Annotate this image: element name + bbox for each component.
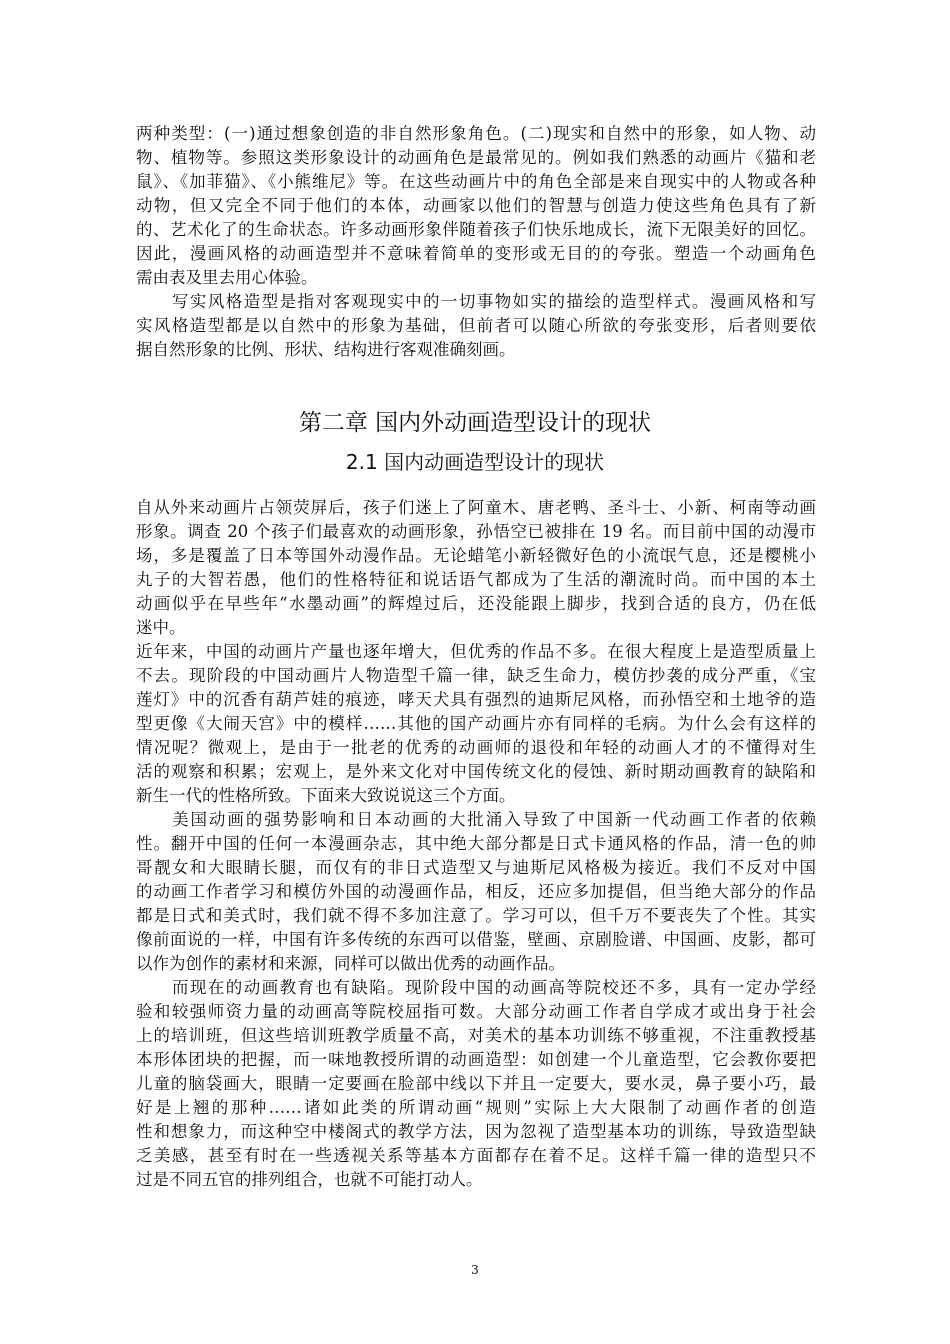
paragraph-animation-education [136,976,816,1192]
page-number: 3 [471,1263,479,1277]
text-line: 美国动画的强势影响和日本动画的大批涌入导致了中国新一代动画工作者的依赖 [172,810,816,829]
text-line: 儿童的脑袋画大，眼睛一定要画在脸部中线以下并且一定要大，要水灵，鼻子要小巧，最 [136,1074,816,1093]
paragraph-foreign-influence [136,808,816,976]
paragraph [136,496,816,640]
text-line: 以作为创作的素材和来源，同样可以做出优秀的动画作品。 [136,954,565,973]
text-line: 据自然形象的比例、形状、结构进行客观准确刻画。 [136,340,516,359]
text-line: 莲灯》中的沉香有葫芦娃的痕迹，哮天犬具有强烈的迪斯尼风格，而孙悟空和土地爷的造 [136,690,816,709]
text-line: 验和较强师资力量的动画高等院校屈指可数。大部分动画工作者自学成才或出身于社会 [136,1002,816,1021]
text-line: 像前面说的一样，中国有许多传统的东西可以借鉴，壁画、京剧脸谱、中国画、皮影，都可 [136,930,816,949]
text-line: 上的培训班，但这些培训班教学质量不高，对美术的基本功训练不够重视，不注重教授基 [136,1026,816,1045]
text-line: 好是上翘的那种……诸如此类的所谓动画“规则”实际上大大限制了动画作者的创造 [136,1098,816,1117]
text-line: 丸子的大智若愚，他们的性格特征和说话语气都成为了生活的潮流时尚。而中国的本土 [136,570,816,589]
paragraph-character-types [136,122,816,290]
text-line: 活的观察和积累；宏观上，是外来文化对中国传统文化的侵蚀、新时期动画教育的缺陷和 [136,762,816,781]
text-line: 新生一代的性格所致。下面来大致说说这三个方面。 [136,786,516,805]
text-line: 物、植物等。参照这类形象设计的动画角色是最常见的。例如我们熟悉的动画片《猫和老 [136,148,816,167]
text-line: 场，多是覆盖了日本等国外动漫作品。无论蜡笔小新轻微好色的小流氓气息，还是樱桃小 [136,546,816,565]
text-line: 需由表及里去用心体验。 [136,268,318,287]
paragraph-foreign-animation [136,496,816,640]
paragraph [136,976,816,1192]
text-line: 迷中。 [136,618,186,637]
section-title: 2.1 国内动画造型设计的现状 [345,450,605,474]
chapter-title: 第二章 国内外动画造型设计的现状 [298,410,652,436]
paragraph [136,122,816,290]
text-line: 因此，漫画风格的动画造型并不意味着简单的变形或无目的的夸张。塑造一个动画角色 [136,244,816,263]
text-line: 而现在的动画教育也有缺陷。现阶段中国的动画高等院校还不多，具有一定办学经 [172,978,816,997]
text-line: 动物，但又完全不同于他们的本体，动画家以他们的智慧与创造力使这些角色具有了新 [136,196,816,215]
text-line: 过是不同五官的排列组合，也就不可能打动人。 [136,1170,483,1189]
text-line: 性和想象力，而这种空中楼阁式的教学方法，因为忽视了造型基本功的训练，导致造型缺 [136,1122,816,1141]
text-line: 两种类型：(一)通过想象创造的非自然形象角色。(二)现实和自然中的形象，如人物、动 [136,124,816,143]
text-line: 乏美感，甚至有时在一些透视关系等基本方面都存在着不足。这样千篇一律的造型只不 [136,1146,816,1165]
text-line: 不去。现阶段的中国动画片人物造型千篇一律，缺乏生命力，模仿抄袭的成分严重，《宝 [136,666,816,685]
text-line: 实风格造型都是以自然中的形象为基础，但前者可以随心所欲的夸张变形，后者则要依 [136,316,816,335]
text-line: 的动画工作者学习和模仿外国的动漫画作品，相反，还应多加提倡，但当绝大部分的作品 [136,882,816,901]
text-line: 本形体团块的把握，而一味地教授所谓的动画造型：如创建一个儿童造型，它会教你要把 [136,1050,816,1069]
text-line: 都是日式和美式时，我们就不得不多加注意了。学习可以，但千万不要丧失了个性。其实 [136,906,816,925]
text-line: 型更像《大闹天宫》中的模样……其他的国产动画片亦有同样的毛病。为什么会有这样的 [136,714,816,733]
paragraph [136,808,816,976]
text-line: 近年来，中国的动画片产量也逐年增大，但优秀的作品不多。在很大程度上是造型质量上 [136,642,816,661]
text-line: 鼠》、《加菲猫》、《小熊维尼》等。在这些动画片中的角色全部是来自现实中的人物或各种 [136,172,816,191]
text-line: 写实风格造型是指对客观现实中的一切事物如实的描绘的造型样式。漫画风格和写 [172,292,816,311]
paragraph [136,290,816,362]
text-line: 性。翻开中国的任何一本漫画杂志，其中绝大部分都是日式卡通风格的作品，清一色的帅 [136,834,816,853]
text-line: 的、艺术化了的生命状态。许多动画形象伴随着孩子们快乐地成长，流下无限美好的回忆。 [136,220,816,239]
text-line: 形象。调查 20 个孩子们最喜欢的动画形象，孙悟空已被排在 19 名。而目前中国的动漫市 [136,522,816,541]
text-line: 哥靓女和大眼睛长腿，而仅有的非日式造型又与迪斯尼风格极为接近。我们不反对中国 [136,858,816,877]
paragraph-realistic-style [136,290,816,362]
text-line: 情况呢？微观上，是由于一批老的优秀的动画师的退役和年轻的动画人才的不懂得对生 [136,738,816,757]
paragraph-recent-years [136,640,816,808]
paragraph [136,640,816,808]
text-line: 动画似乎在早些年“水墨动画”的辉煌过后，还没能跟上脚步，找到合适的良方，仍在低 [136,594,816,613]
text-line: 自从外来动画片占领荧屏后，孩子们迷上了阿童木、唐老鸭、圣斗士、小新、柯南等动画 [136,498,816,517]
